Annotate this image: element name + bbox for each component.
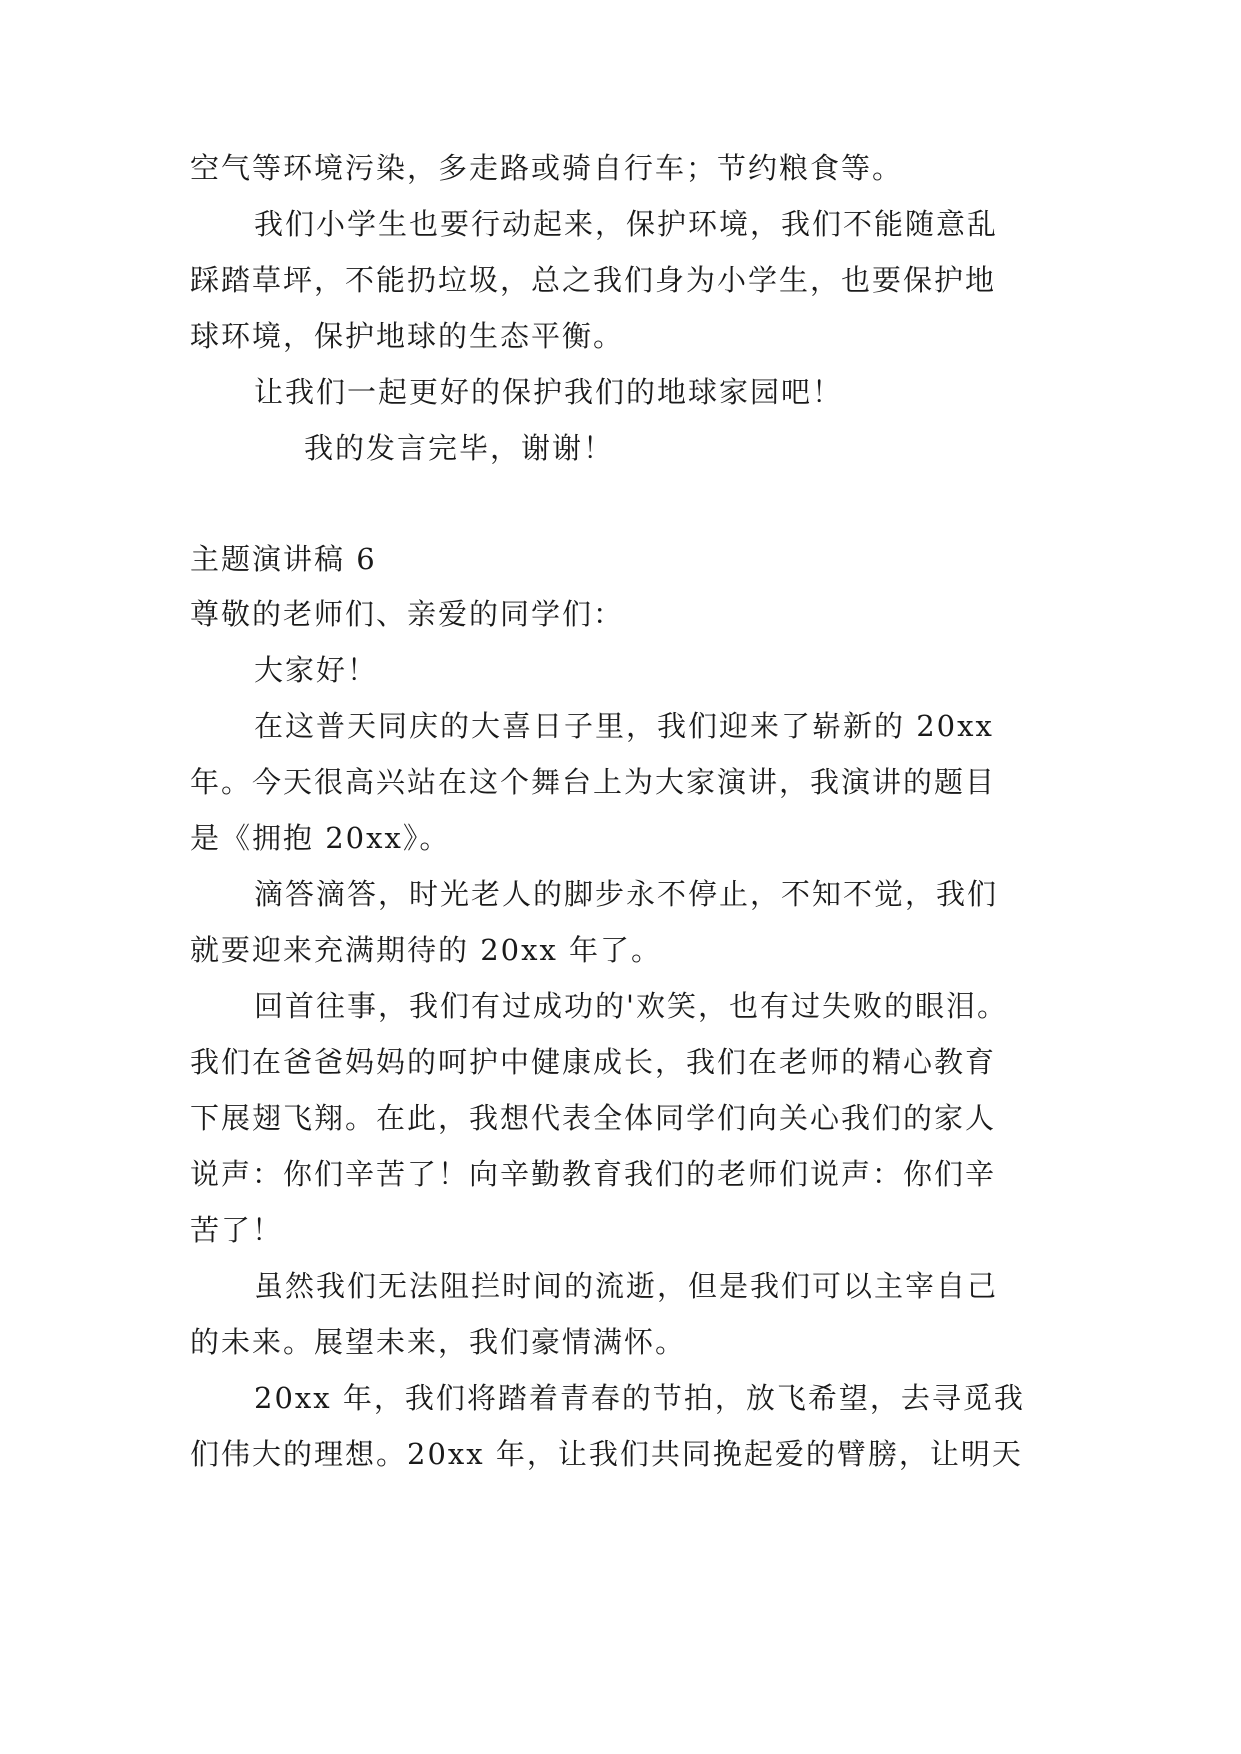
text-line: 空气等环境污染，多走路或骑自行车；节约粮食等。: [190, 151, 904, 185]
text-line: 苦了！: [190, 1213, 284, 1247]
text-line: 们伟大的理想。20xx 年，让我们共同挽起爱的臂膀，让明天: [190, 1437, 1023, 1471]
text-line: 是《拥抱 20xx》。: [190, 821, 451, 855]
text-line: 我们在爸爸妈妈的呵护中健康成长，我们在老师的精心教育: [190, 1045, 997, 1079]
paragraph-line: 让我们一起更好的保护我们的地球家园吧！: [254, 375, 844, 409]
text-line: 球环境，保护地球的生态平衡。: [190, 319, 625, 353]
text-line: 下展翅飞翔。在此，我想代表全体同学们向关心我们的家人: [190, 1101, 997, 1135]
paragraph-line: 虽然我们无法阻拦时间的流逝，但是我们可以主宰自己: [254, 1269, 999, 1303]
salutation: 尊敬的老师们、亲爱的同学们：: [190, 597, 625, 631]
text-line: 说声：你们辛苦了！向辛勤教育我们的老师们说声：你们辛: [190, 1157, 997, 1191]
section-title: 主题演讲稿 6: [190, 542, 377, 576]
text-line: 踩踏草坪，不能扔垃圾，总之我们身为小学生，也要保护地: [190, 263, 997, 297]
text-line: 的未来。展望未来，我们豪情满怀。: [190, 1325, 687, 1359]
paragraph-line: 20xx 年，我们将踏着青春的节拍，放飞希望，去寻觅我: [254, 1381, 1025, 1415]
paragraph-line: 滴答滴答，时光老人的脚步永不停止，不知不觉，我们: [254, 877, 999, 911]
greeting: 大家好！: [254, 653, 379, 687]
paragraph-line: 我们小学生也要行动起来，保护环境，我们不能随意乱: [254, 207, 999, 241]
closing-line: 我的发言完毕，谢谢！: [304, 431, 615, 465]
paragraph-line: 回首往事，我们有过成功的'欢笑，也有过失败的眼泪。: [254, 989, 1008, 1023]
text-line: 年。今天很高兴站在这个舞台上为大家演讲，我演讲的题目: [190, 765, 997, 799]
paragraph-line: 在这普天同庆的大喜日子里，我们迎来了崭新的 20xx: [254, 709, 994, 743]
text-line: 就要迎来充满期待的 20xx 年了。: [190, 933, 663, 967]
